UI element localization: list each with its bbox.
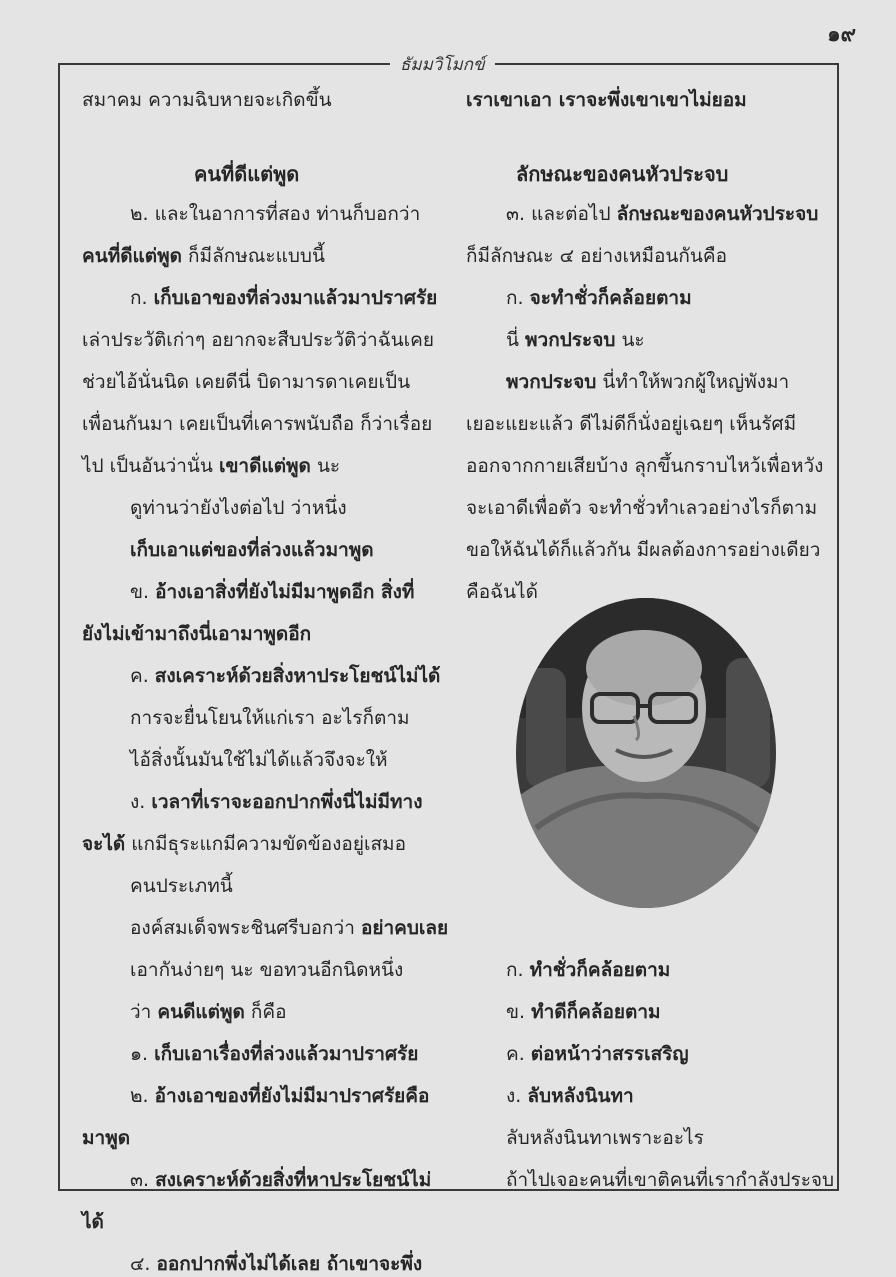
text-line: จะเอาดีเพื่อตัว จะทำชั่วทำเลวอย่างไรก็ตาม: [466, 497, 818, 519]
list-item: ๑. เก็บเอาเรื่องที่ล่วงแล้วมาปราศรัย: [130, 1043, 419, 1065]
text-line: ยังไม่เข้ามาถึงนี่เอามาพูดอีก: [82, 623, 312, 645]
text-line: คนประเภทนี้: [130, 875, 233, 897]
text-line: เล่าประวัติเก่าๆ อยากจะสืบประวัติว่าฉันเคย: [82, 329, 434, 351]
text-line: คือฉันได้: [466, 581, 538, 603]
text-line: เพื่อนกันมา เคยเป็นที่เคารพนับถือ ก็ว่าเรื่อย: [82, 413, 433, 435]
text-line: พวกประจบ นี่ทำให้พวกผู้ใหญ่พังมา: [506, 371, 790, 393]
emphasis: คนที่ดีแต่พูด: [82, 245, 183, 267]
monk-portrait-photo: [516, 598, 776, 908]
portrait-illustration: [516, 598, 776, 908]
text-line: ขอให้ฉันได้ก็แล้วกัน มีผลต้องการอย่างเดียว: [466, 539, 821, 561]
list-item: ๒. อ้างเอาของที่ยังไม่มีมาปราศรัยคือ: [130, 1085, 430, 1107]
list-item: ๓. สงเคราะห์ด้วยสิ่งที่หาประโยชน์ไม่: [130, 1169, 432, 1191]
list-item: ก. จะทำชั่วก็คล้อยตาม: [506, 287, 692, 309]
section-heading: คนที่ดีแต่พูด: [194, 162, 300, 186]
list-item: ข. อ้างเอาสิ่งที่ยังไม่มีมาพูดอีก สิ่งที่: [130, 581, 415, 603]
page-number: ๑๙: [827, 22, 856, 46]
list-item: ค. ต่อหน้าว่าสรรเสริญ: [506, 1043, 689, 1065]
list-item: ก. เก็บเอาของที่ล่วงมาแล้วมาปราศรัย: [130, 287, 438, 309]
text-line: ๓. และต่อไป ลักษณะของคนหัวประจบ: [506, 203, 819, 225]
text-line: เอากันง่ายๆ นะ ขอทวนอีกนิดหนึ่ง: [130, 959, 404, 981]
text-line: ออกจากกายเสียบ้าง ลุกขึ้นกราบไหว้เพื่อหวัง: [466, 455, 824, 477]
content-frame: [58, 55, 839, 1275]
list-item: ง. เวลาที่เราจะออกปากพึ่งนี่ไม่มีทาง: [130, 791, 423, 813]
list-item: ค. สงเคราะห์ด้วยสิ่งหาประโยชน์ไม่ได้: [130, 665, 441, 687]
text-line: ๒. และในอาการที่สอง ท่านก็บอกว่า: [130, 203, 421, 225]
text-line: เก็บเอาแต่ของที่ล่วงแล้วมาพูด: [130, 539, 374, 561]
text-line: ถ้าไปเจอะคนที่เขาติคนที่เรากำลังประจบ: [506, 1169, 835, 1191]
text-line: เยอะแยะแล้ว ดีไม่ดีก็นั่งอยู่เฉยๆ เห็นรัศมี: [466, 413, 797, 435]
text-line: องค์สมเด็จพระชินศรีบอกว่า อย่าคบเลย: [130, 917, 449, 939]
text-line: สมาคม ความฉิบหายจะเกิดขึ้น: [82, 89, 332, 111]
running-header-title: ธัมมวิโมกข์: [390, 51, 495, 78]
text-line: ได้: [82, 1211, 104, 1233]
list-item: ข. ทำดีก็คล้อยตาม: [506, 1001, 661, 1023]
text-line: ช่วยไอ้นั่นนิด เคยดีนี่ บิดามารดาเคยเป็น: [82, 371, 411, 393]
text-line: ลับหลังนินทาเพราะอะไร: [506, 1127, 704, 1149]
list-item: ๔. ออกปากพึ่งไม่ได้เลย ถ้าเขาจะพึ่ง: [130, 1253, 423, 1275]
text-line: นี่ พวกประจบ นะ: [506, 329, 645, 351]
list-item: ก. ทำชั่วก็คล้อยตาม: [506, 959, 671, 981]
text-line: จะได้ แกมีธุระแกมีความขัดข้องอยู่เสมอ: [82, 833, 406, 855]
text-line: เราเขาเอา เราจะพึ่งเขาเขาไม่ยอม: [466, 89, 747, 111]
section-heading: ลักษณะของคนหัวประจบ: [516, 162, 729, 186]
text-line: ไอ้สิ่งนั้นมันใช้ไม่ได้แล้วจึงจะให้: [130, 749, 388, 771]
list-item: ง. ลับหลังนินทา: [506, 1085, 634, 1107]
text-line: มาพูด: [82, 1127, 131, 1149]
text-line: ว่า คนดีแต่พูด ก็คือ: [130, 1001, 287, 1023]
text-line: ไป เป็นอันว่านั่น เขาดีแต่พูด นะ: [82, 455, 341, 477]
text-line: การจะยื่นโยนให้แก่เรา อะไรก็ตาม: [130, 707, 410, 729]
text-line: คนที่ดีแต่พูด ก็มีลักษณะแบบนี้: [82, 245, 325, 267]
text-line: ดูท่านว่ายังไงต่อไป ว่าหนึ่ง: [130, 497, 347, 519]
text-line: ก็มีลักษณะ ๔ อย่างเหมือนกันคือ: [466, 245, 728, 267]
